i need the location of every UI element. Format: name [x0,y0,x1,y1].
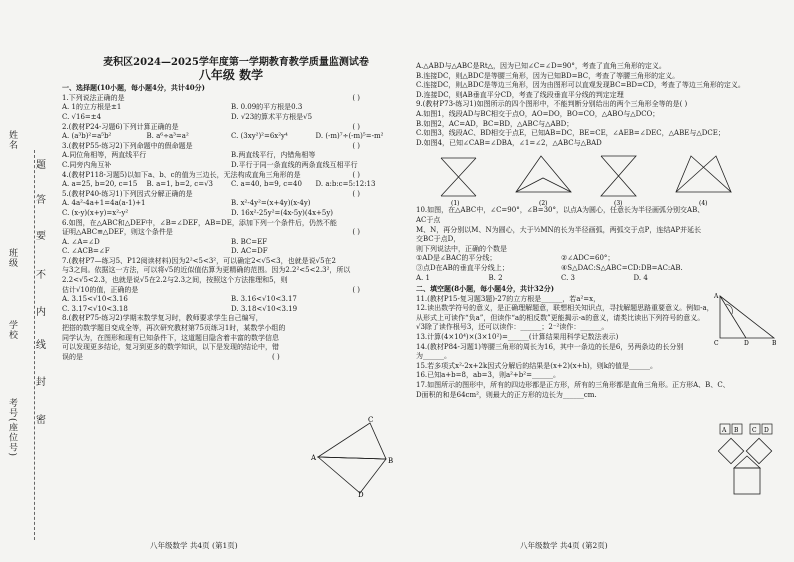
school-label: 学校 [7,320,17,340]
svg-text:A: A [722,427,727,434]
q9-figure-2 [516,156,571,206]
q9-option: A.如图1，线段AD与BC相交于点O，AO=DO，BO=CO，△ABO与△DCO； [416,109,660,118]
question-17: 17.如图所示的图形中，所有的四边形都是正方形，所有的三角形都是直角三角形。正方形A、B、C、 D面积的和是64cm²，则最大的正方形的边长为______cm. [416,381,730,399]
option: A. a=25, b=20, c=15 [62,180,138,189]
option: D. √23的算术平方根是√5 [231,112,313,121]
q9-figure-4 [676,156,731,206]
q9-option: D.如图4，已知∠CAB=∠DBA，∠1=∠2，△ABC与△BAD [416,138,602,147]
question-3: 3.(教材P55-练习2)下列命题中的假命题是 ( ) [62,141,360,150]
seal-char: 不 [36,265,46,282]
question-11: 11.(教材P15-复习题3题)-27的立方根是______，若a²=x， [416,294,601,303]
question-2: 2.(教材P24-习题6)下列计算正确的是 ( ) [62,122,360,131]
q1-options [62,103,400,122]
svg-text:A: A [714,293,719,300]
option: B. 3.16<√10<3.17 [231,295,297,304]
svg-text:A: A [311,454,317,462]
option: D. AC=DF [231,247,268,256]
option: A. ∠A=∠D [62,237,100,246]
q4-options [62,180,400,190]
question-9: 9.(教材P73-练习1)如图所示的四个图形中，不能判断分别给出的两个三角形全等的是( ) [416,100,688,109]
svg-text:(4): (4) [699,200,708,207]
option: A. (a³b)²=a⁵b² [62,132,112,141]
q6-options [62,238,400,257]
page-1: 麦积区2024—2025学年度第一学期教育教学质量监测试卷 八年级 数学 一、选择题(10小题，每小题4分，共计40分) 1.下列说法正确的是 ( ) A. 1的立方根是±1 B. 0.09的平方根是0.3 C. √16=±4 D. √23的算术平方根是√5 2.(教材P24-习题6)下列计算正确的是 ( ) A. (a³b)²=a⁵b² B. a⁶÷a³=a² C. (3xy²)²=6x²y⁴ D. (-m)⁷÷(-m)⁵=-m² 3.(教材P55-练习2)下列命题中的假命题是 ( ) A.同位角相等，两直线平行 B.两直线平行，内错角相等 C.同旁内角互补 D.平行于同一条直线的两条直线互相平行 4.(教材P118-习题5)以如下a、b、c的值为三边长，无法构成直角三角形的是 ( ) A. a=25, b=20, c=15 B. a=1, b=2, c=√3 C. a=40, b=9, c=40 D. a:b:c=5:12:13 5.(教材P40-练习1)下列因式分解正确的是 ( ) A. 4a²-4a+1=4a(a-1)+1 B. x²-4y²=(x+4y)(x-4y) C. (x-y)(x+y)=x²-y² D. 16x²-25y²=(4x-5y)(4x+5y) 6.如图，在△ABC和△DEF中，∠B=∠DEF，AB=DE，添加下列一个条件后，仍然不能 证明△ABC≌△DEF，则这个条件是 ( ) A. ∠A=∠D B. BC=EF C. ∠ACB=∠F D. AC=DF 7.(教材P7—练习5、P12阅读材料)因为2²<5<3²，可以确定2<√5<3，也就是说√5在2 与3之间。依据这一方法，可以将√5的近似值估算为更精确的范围。因为2.2²<5<2.3²，所以 2.2<√5<2.3，也就是说√5在2.2与2.3之间，按照这个方法推理和5，则 估计√10的值，正确的是 ( ) A. 3.15<√10<3.16 B. 3.16<√10<3.17 C. 3.17<√10<3.18 D. 3.18<√10<3.19 8.(教材P75-练习2)学期末数学复习时，教师要求学生自己编写， 把搭的数学题目变成全等，再次研究教材第75页练习1时，某数学小组的 同学认为，在图形和现有已知条件下，这道题目隐含着丰富的数学信息 可以发现更多结论，复习到更多的数学知识，以下是发现的结论中，错 误的是 ( ) [62,58,400,362]
option: A. 4a²-4a+1=4a(a-1)+1 [62,199,146,208]
class-label: 班级 [7,248,17,268]
option: B.两直线平行，内错角相等 [231,151,316,160]
q10-figure [712,290,780,346]
section-fill: 二、填空题(8小题，每小题4分，共计32分) [416,284,555,294]
q9-figures [436,148,736,206]
q8-option: C.连接DC，则△BDC是等边三角形，因为由图形可以直观发现BC=BD=CD，考查了等边三角形的定义。 [416,81,745,90]
question-10: 10.如图，在△ABC中，∠C=90°，∠B=30°，以点A为圆心，任意长为半径画弧分别交AB、AC于点 M、N，再分别以M、N为圆心，大于½MN的长为半径画弧，两弧交于点P，连结AP并延长交BC于点D， 则下列说法中，正确的个数是 ①AD是∠BAC的平分线； ②∠ADC=60°； ③点D在AB的垂直平分线上； ④S△DAC:S△ABC=CD:DB=AC:AB. A. 1 B. 2 C. 3 D. 4 [416,206,705,282]
exam-subtitle: 八年级 数学 [198,67,264,82]
q8-option: D.连接DC，则AB垂直平分CD，考查了线段垂直平分线的判定定理 [416,90,624,99]
svg-text:D: D [358,491,364,497]
svg-text:D: D [764,427,769,434]
question-6: 6.如图，在△ABC和△DEF中，∠B=∠DEF，AB=DE，添加下列一个条件后，仍然不能 [62,218,337,227]
option: B. 2 [488,273,503,282]
page-2 [416,62,786,400]
footer-page-2: 八年级数学 共4页 (第2页) [520,541,608,550]
question-8: 8.(教材P75-练习2)学期末数学复习时，教师要求学生自己编写， 把搭的数学题目变成全等，再次研究教材第75页练习1时，某数学小组的 同学认为，在图形和现有已知条件下，这道题目隐含着丰富的数学信息 可以发现更多结论，复习到更多的数学知识，以下是发现的结论中，错 误的是 ( ) [62,314,286,361]
seal-char: 线 [36,335,46,352]
q10-statement: ③点D在AB的垂直平分线上； [416,263,509,272]
q10-statement: ①AD是∠BAC的平分线； [416,254,497,263]
q17-figure [718,420,780,498]
section-choice: 一、选择题(10小题，每小题4分，共计40分) [62,83,205,93]
seal-char: 密 [36,410,46,427]
q3-options [62,151,400,170]
seal-char: 题 [36,155,46,172]
option: D. 4 [633,273,648,282]
option: B. 0.09的平方根是0.3 [231,103,303,112]
q10-statement: ②∠ADC=60°； [561,254,615,263]
question-7: 7.(教材P7—练习5、P12阅读材料)因为2²<5<3²，可以确定2<√5<3，也就是说√5在2 与3之间。依据这一方法，可以将√5的近似值估算为更精确的范围。因为2.2²<5<2.3²，所以 2.2<√5<2.3，也就是说√5在2.2与2.3之间，按照这个方法推理和5，则 估计√10的值，正确的是 ( ) [62,256,360,294]
option: D. a:b:c=5:12:13 [315,180,376,189]
question-13: 13.计算(4×10⁴)×(3×10²)=______(计算结果用科学记数法表示) [416,333,619,342]
seal-line [34,150,35,540]
q8-figure [310,415,395,497]
q9-option: C.如图3，线段AC、BD相交于点E，已知AB=DC，BE=CE，∠AEB=∠DEC，△ABE与△DCE； [416,129,725,138]
question-16: 16.已知a+b=8，ab=3，则a²+b²=______。 [416,371,560,380]
svg-text:D: D [744,340,749,346]
option: A. 1的立方根是±1 [62,103,122,112]
option: D. (-m)⁷÷(-m)⁵=-m² [315,132,384,141]
option: B. a=1, b=2, c=√3 [146,180,213,189]
q9-figure-1 [441,158,476,206]
q8-option: A.△ABD与△ABC是Rt△，因为已知∠C=∠D=90°，考查了直角三角形的定义。 [416,62,666,70]
q7-options [62,295,400,314]
option: C. 3 [561,273,576,282]
option: B. x²-4y²=(x+4y)(x-4y) [231,199,311,208]
option: C. √16=±4 [62,112,102,121]
question-15: 15.若多项式x²-2x+2k因式分解后的结果是(x+2)(x+h)，则k的值是______。 [416,361,657,370]
q9-option: B.如图2，AC=AD，BC=BD，△ABC与△ABD； [416,119,574,128]
option: D.平行于同一条直线的两条直线互相平行 [231,160,358,169]
question-14: 14.(教材P84-习题1)等腰三角形的周长为16，其中一条边的长是6，另两条边的长分别 为______。 [416,342,684,361]
question-5: 5.(教材P40-练习1)下列因式分解正确的是 ( ) [62,189,360,198]
option: D. 3.18<√10<3.19 [231,304,298,313]
seal-char: 答 [36,190,46,207]
option: C. 3.17<√10<3.18 [62,304,128,313]
q5-options [62,199,400,218]
seat-label: 考号(座位号) [7,398,17,458]
q8-option: B.连接DC，则△BDC是等腰三角形，因为已知BD=BC，考查了等腰三角形的定义。 [416,71,680,80]
question-4: 4.(教材P118-习题5)以如下a、b、c的值为三边长，无法构成直角三角形的是 ( ) [62,170,360,179]
option: C. (x-y)(x+y)=x²-y² [62,208,129,217]
footer-page-1: 八年级数学 共4页 (第1页) [150,541,238,550]
svg-text:C: C [752,427,757,434]
svg-text:(2): (2) [539,200,548,207]
binding-margin [0,0,60,562]
option: C.同旁内角互补 [62,160,112,169]
q10-statement: ④S△DAC:S△ABC=CD:DB=AC:AB. [561,263,683,272]
svg-text:B: B [388,457,394,465]
option: C. a=40, b=9, c=40 [231,180,302,189]
question-1: 1.下列说法正确的是 ( ) [62,93,360,102]
svg-text:(3): (3) [614,200,623,207]
option: A.同位角相等，两直线平行 [62,151,147,160]
option: A. 3.15<√10<3.16 [62,295,128,304]
option: C. (3xy²)²=6x²y⁴ [231,132,288,141]
svg-text:(1): (1) [451,200,460,207]
svg-text:C: C [368,416,374,424]
seal-char: 封 [36,372,46,389]
svg-text:B: B [772,340,777,346]
seal-char: 内 [36,302,46,319]
svg-text:C: C [714,340,719,346]
name-label: 姓名 [7,130,17,150]
option: C. ∠ACB=∠F [62,247,110,256]
q9-figure-3 [601,156,636,206]
exam-title: 麦积区2024—2025学年度第一学期教育教学质量监测试卷 [103,57,369,68]
svg-text:B: B [734,427,739,434]
option: B. a⁶÷a³=a² [146,132,189,141]
q2-options [62,132,400,142]
option: A. 1 [416,273,430,282]
option: D. 16x²-25y²=(4x-5y)(4x+5y) [231,208,334,217]
option: B. BC=EF [231,237,268,246]
seal-char: 要 [36,226,46,243]
question-12: 12.读出数学符号的意义，是正确理解题意，联想相关知识点，寻找解题思路重要意义。例如-a， 从形式上可读作“负a”，但读作“a的相反数”更能揭示-a的意义，请类比读出下列符号的意义。 √3除了读作根号3，还可以读作：______；2⁻²读作：______。 [416,304,714,332]
